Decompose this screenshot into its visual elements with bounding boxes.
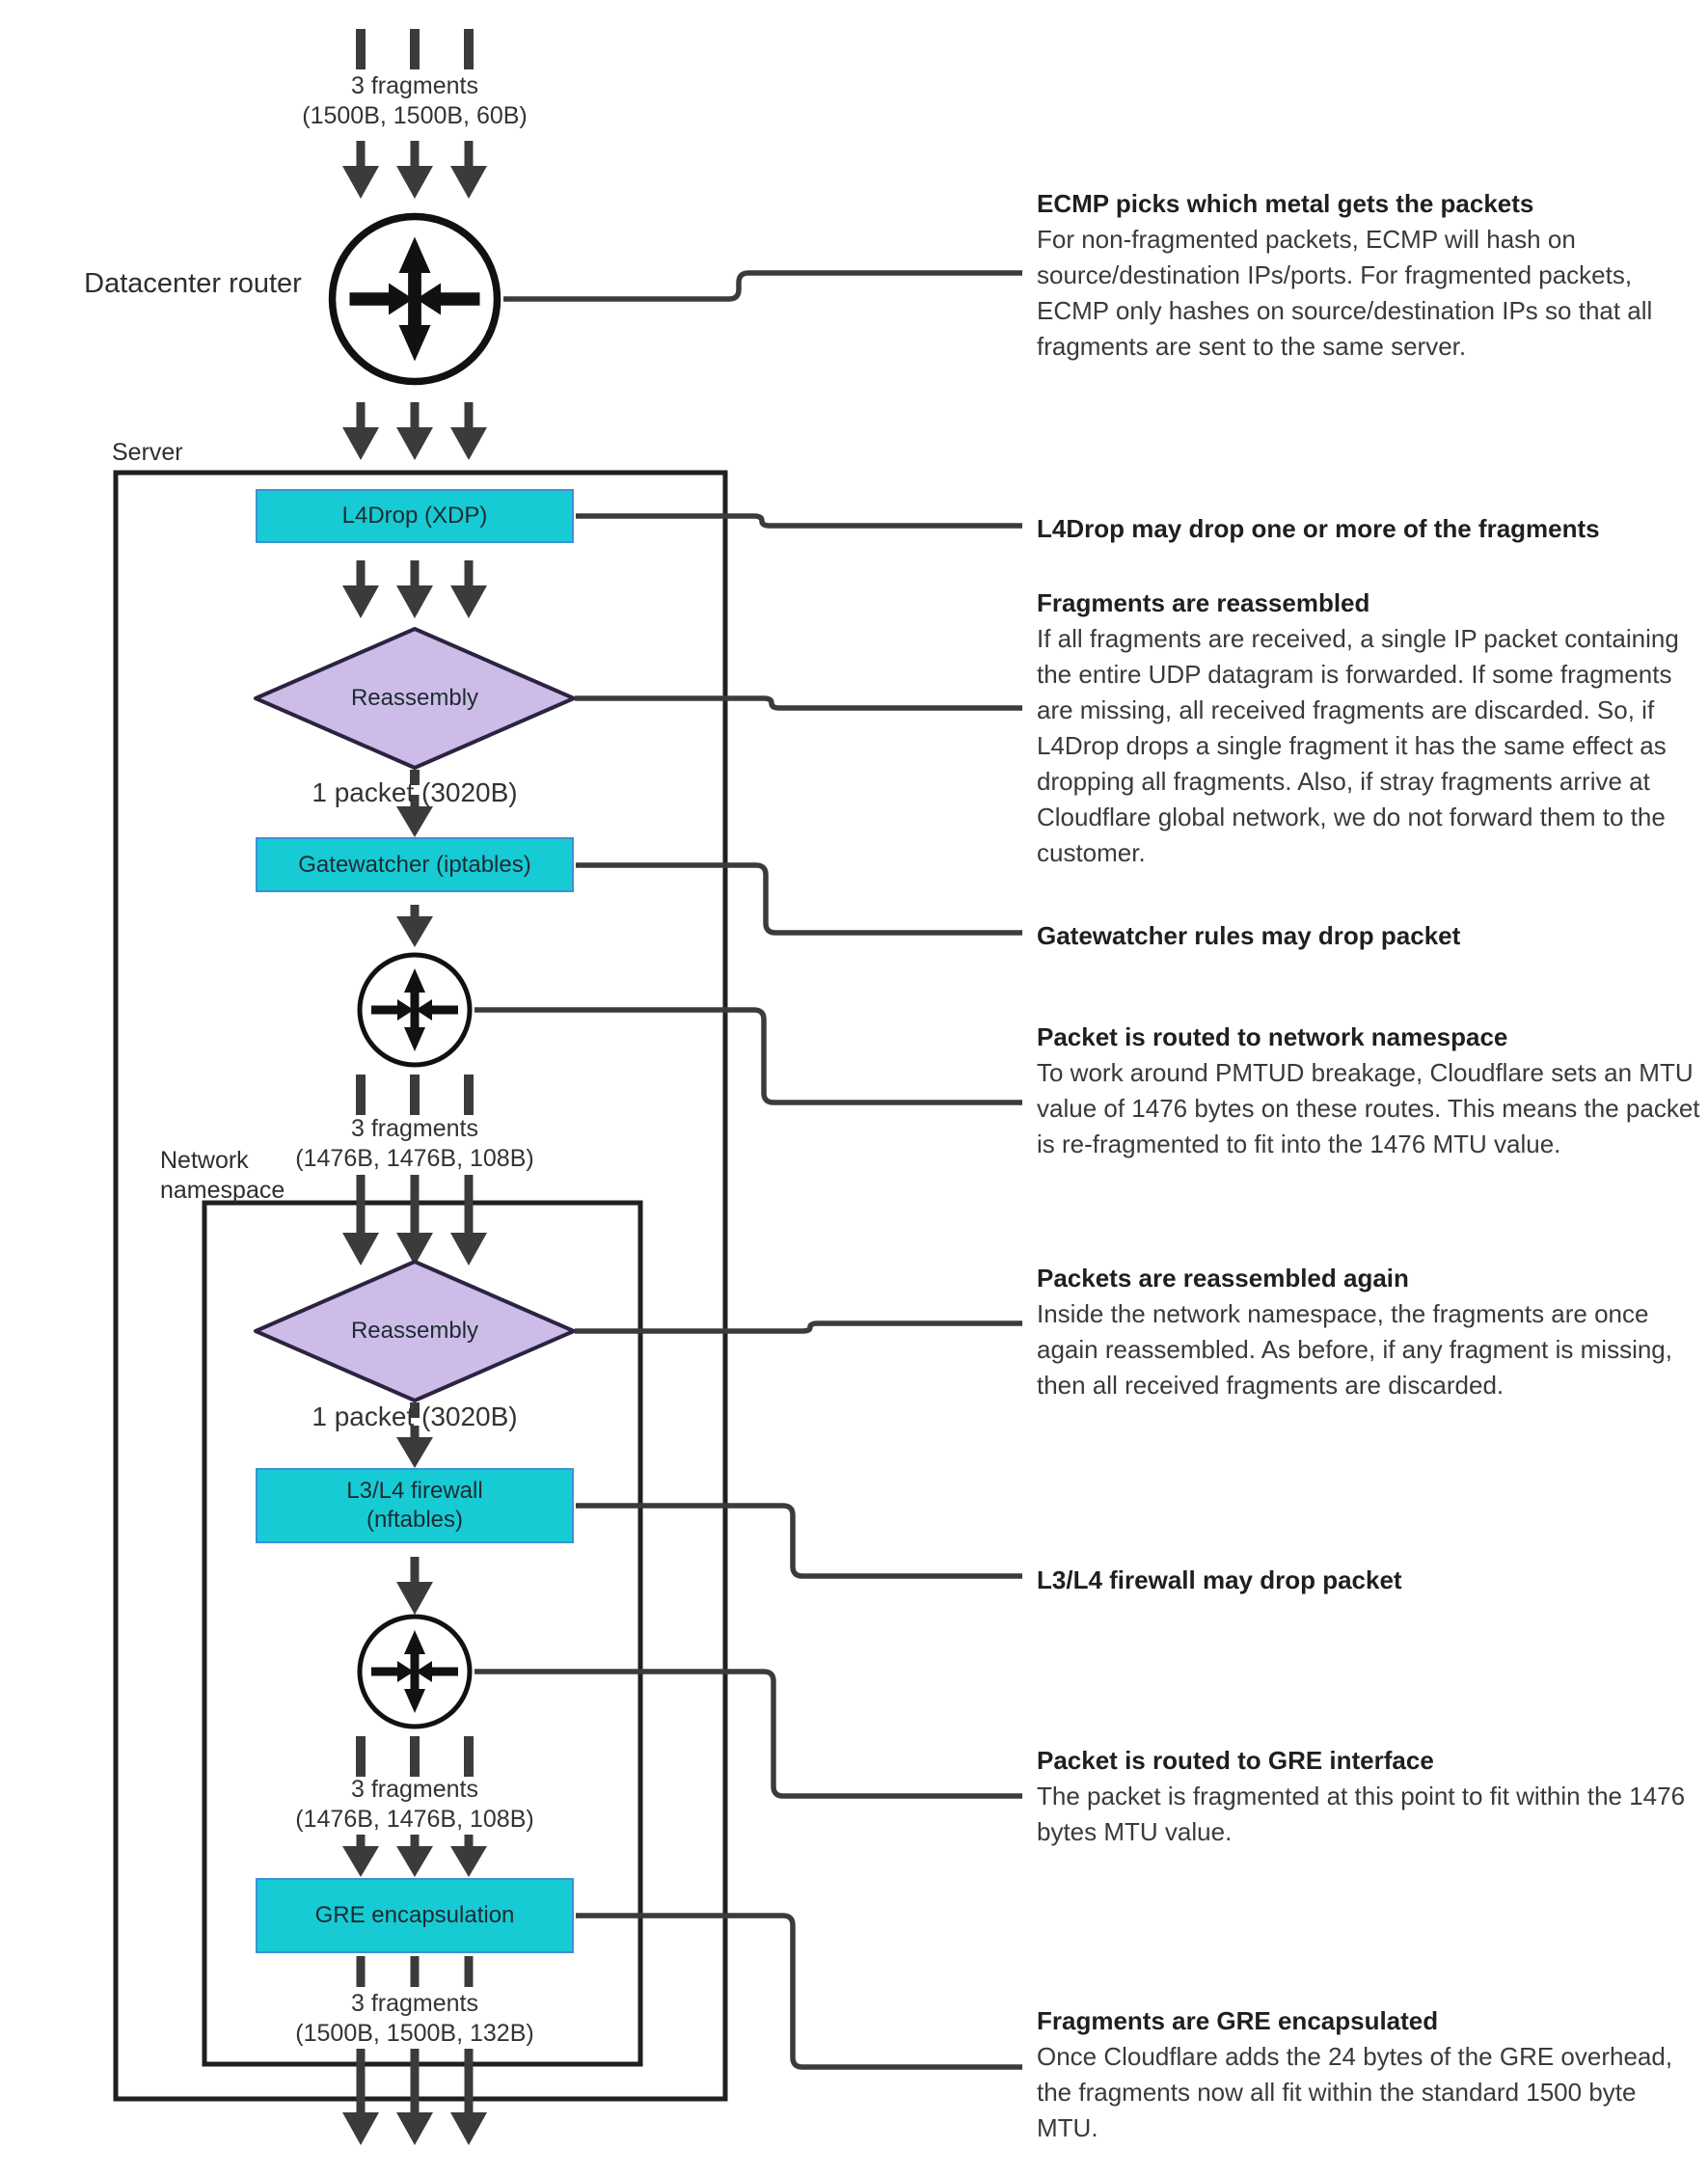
annotation-firewall [1037,1563,1704,1598]
packet-2-label: 1 packet (3020B) [312,1401,518,1431]
gatewatcher-label: Gatewatcher (iptables) [298,851,531,878]
annotation-gre-encapsulated [1037,2003,1704,2146]
annotation-body: Inside the network namespace, the fragments are once again reassembled. As before, if any fragment is missing, then all received fragments are discarded. [1037,1299,1672,1400]
packet-1-label: 1 packet (3020B) [312,777,518,807]
arrow-firewall-to-route [396,1557,433,1615]
gre-encapsulation-node [256,1878,574,1953]
gre-label: GRE encapsulation [314,1902,515,1928]
annotation-reassembled [1037,585,1704,871]
connector-reassembly-1 [575,698,1022,708]
connector-gatewatcher [576,865,1022,933]
down-arrows-into-namespace [342,1175,487,1265]
annotation-title: ECMP picks which metal gets the packets [1037,189,1534,218]
l4drop-label: L4Drop (XDP) [341,503,488,529]
firewall-label-line1: L3/L4 firewall [346,1478,483,1504]
connector-l4drop [576,516,1022,526]
down-arrows-l4drop-to-reassembly [342,560,487,618]
annotation-title: Packets are reassembled again [1037,1264,1409,1293]
l3l4-firewall-node [256,1468,574,1543]
annotation-title: Packet is routed to GRE interface [1037,1746,1434,1775]
server-label: Server [112,439,183,466]
fragments-out-sizes: (1500B, 1500B, 132B) [295,2020,534,2047]
annotation-title: Gatewatcher rules may drop packet [1037,921,1461,950]
annotation-ecmp [1037,186,1704,365]
down-arrows-into-gre [342,1835,487,1877]
gatewatcher-node [256,837,574,892]
connector-ecmp [503,273,1022,299]
fragments-top-sizes: (1500B, 1500B, 60B) [302,102,528,129]
route-icon-namespace [360,955,470,1065]
datacenter-router-label: Datacenter router [84,268,302,299]
connector-route-gre [474,1672,1022,1796]
fragments-gre-count: 3 fragments [350,1776,479,1803]
l4drop-node [256,489,574,543]
annotation-title: Packet is routed to network namespace [1037,1022,1508,1051]
network-namespace-label: Network namespace [160,1147,285,1204]
fragment-stubs-out [361,1956,469,1987]
connector-route-namespace [474,1010,1022,1102]
annotation-gatewatcher [1037,918,1704,954]
annotation-title: L4Drop may drop one or more of the fragments [1037,514,1600,543]
route-icon-gre [360,1617,470,1727]
annotation-routed-gre [1037,1743,1704,1850]
down-arrows-into-router [342,141,487,199]
annotation-title: Fragments are GRE encapsulated [1037,2006,1439,2035]
annotation-body: The packet is fragmented at this point to fit within the 1476 bytes MTU value. [1037,1782,1686,1846]
fragments-mid-count: 3 fragments [350,1115,479,1142]
annotation-routed-namespace [1037,1020,1704,1162]
reassembly-1-label: Reassembly [350,685,479,711]
fragments-top-count: 3 fragments [350,72,479,99]
annotation-body: To work around PMTUD breakage, Cloudflare sets an MTU value of 1476 bytes on these routes. This means the packet is re-fragmented to fit into the 1476 MTU value. [1037,1058,1700,1158]
fragments-mid-sizes: (1476B, 1476B, 108B) [295,1145,534,1172]
annotation-body: If all fragments are received, a single IP packet containing the entire UDP datagram is forwarded. If some fragments are missing, all received fragments are discarded. So, if L4Drop drops a single fragment it has the same effect as dropping all fragments. Also, if stray fragments arrive at Cloudflare global network, we do not forward them to the customer. [1037,624,1679,867]
annotation-body: Once Cloudflare adds the 24 bytes of the GRE overhead, the fragments now all fit within the standard 1500 byte MTU. [1037,2042,1673,2142]
down-arrows-into-server [342,402,487,460]
fragment-dashes-top [356,29,474,69]
datacenter-router-icon [333,217,498,382]
annotation-title: Fragments are reassembled [1037,588,1370,617]
annotation-reassembled-again [1037,1261,1704,1403]
annotation-l4drop [1037,511,1704,547]
fragment-dashes-mid [356,1075,474,1115]
arrow-gatewatcher-to-route [396,905,433,947]
down-arrows-exit [342,2049,487,2145]
fragment-dashes-gre [356,1736,474,1777]
firewall-label-line2: (nftables) [366,1507,464,1533]
annotation-title: L3/L4 firewall may drop packet [1037,1565,1402,1594]
fragments-out-count: 3 fragments [350,1990,479,2017]
reassembly-2-label: Reassembly [350,1318,479,1344]
fragments-gre-sizes: (1476B, 1476B, 108B) [295,1806,534,1833]
annotation-body: For non-fragmented packets, ECMP will hash on source/destination IPs/ports. For fragmented packets, ECMP only hashes on source/destination IPs so that all fragments are sent to the same server. [1037,225,1653,361]
